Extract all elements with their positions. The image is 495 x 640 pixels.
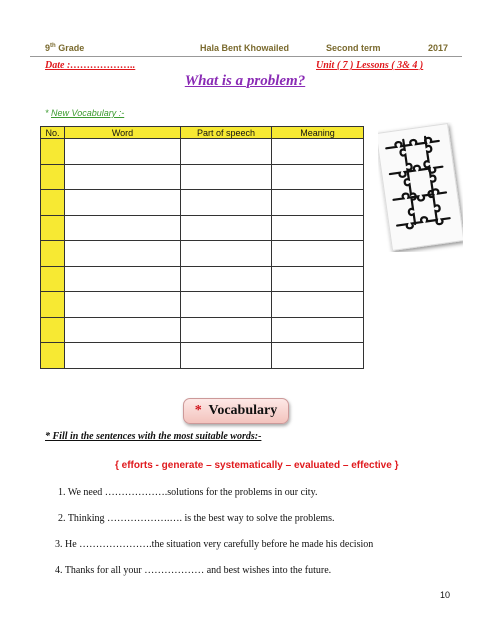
date-line: Date :……………….. xyxy=(45,60,136,71)
fill-in-instruction: * Fill in the sentences with the most suitable words:- xyxy=(45,431,262,442)
part-of-speech-cell xyxy=(181,343,272,369)
word-cell xyxy=(65,241,181,267)
term-label: Second term xyxy=(326,43,381,53)
table-row xyxy=(41,266,364,292)
meaning-cell xyxy=(272,215,364,241)
table-row xyxy=(41,139,364,165)
table-row xyxy=(41,241,364,267)
word-cell xyxy=(65,317,181,343)
new-vocabulary-heading xyxy=(45,108,124,118)
meaning-cell xyxy=(272,190,364,216)
year-label: 2017 xyxy=(428,43,449,53)
grade-label: 9th Grade xyxy=(45,43,85,53)
table-header-row xyxy=(41,127,364,139)
word-cell xyxy=(65,190,181,216)
row-number-cell xyxy=(41,266,65,292)
column-header-part-of-speech: Part of speech xyxy=(181,127,272,139)
word-bank: { efforts - generate – systematically – evaluated – effective } xyxy=(115,460,399,471)
column-header-meaning: Meaning xyxy=(272,127,364,139)
teacher-name: Hala Bent Khowailed xyxy=(200,43,290,53)
meaning-cell xyxy=(272,164,364,190)
new-vocabulary-star: * xyxy=(45,108,52,118)
part-of-speech-cell xyxy=(181,190,272,216)
vocabulary-label: Vocabulary xyxy=(208,403,278,418)
table-row xyxy=(41,164,364,190)
column-header-word: Word xyxy=(65,127,181,139)
meaning-cell xyxy=(272,317,364,343)
part-of-speech-cell xyxy=(181,215,272,241)
header-divider xyxy=(30,56,462,57)
row-number-cell xyxy=(41,292,65,318)
meaning-cell xyxy=(272,139,364,165)
table-row xyxy=(41,317,364,343)
word-cell xyxy=(65,215,181,241)
word-cell xyxy=(65,292,181,318)
row-number-cell xyxy=(41,190,65,216)
meaning-cell xyxy=(272,343,364,369)
table-row xyxy=(41,343,364,369)
puzzle-pieces-image xyxy=(378,122,463,252)
table-row xyxy=(41,292,364,318)
row-number-cell xyxy=(41,139,65,165)
meaning-cell xyxy=(272,292,364,318)
unit-line: Unit ( 7 ) Lessons ( 3& 4 ) xyxy=(316,60,424,71)
page-title: What is a problem? xyxy=(184,73,306,89)
part-of-speech-cell xyxy=(181,164,272,190)
word-cell xyxy=(65,164,181,190)
word-cell xyxy=(65,139,181,165)
part-of-speech-cell xyxy=(181,266,272,292)
meaning-cell xyxy=(272,266,364,292)
table-row xyxy=(41,215,364,241)
sentence-1: 1. We need ……………….solutions for the problems in our city. xyxy=(58,487,318,498)
part-of-speech-cell xyxy=(181,241,272,267)
word-cell xyxy=(65,343,181,369)
sentence-4: 4. Thanks for all your ……………… and best wishes into the future. xyxy=(55,565,332,576)
row-number-cell xyxy=(41,164,65,190)
part-of-speech-cell xyxy=(181,292,272,318)
vocabulary-star: * xyxy=(194,403,202,418)
table-row xyxy=(41,190,364,216)
word-cell xyxy=(65,266,181,292)
part-of-speech-cell xyxy=(181,139,272,165)
row-number-cell xyxy=(41,215,65,241)
sentence-2: 2. Thinking ……………….…. is the best way to solve the problems. xyxy=(58,513,335,524)
page-number: 10 xyxy=(440,590,451,600)
column-header-no: No. xyxy=(41,127,65,139)
row-number-cell xyxy=(41,343,65,369)
vocabulary-table xyxy=(40,126,364,369)
new-vocabulary-label: New Vocabulary :- xyxy=(51,108,125,118)
part-of-speech-cell xyxy=(181,317,272,343)
sentence-3: 3. He ………………….the situation very carefully before he made his decision xyxy=(55,539,374,550)
vocabulary-section-button xyxy=(183,398,289,424)
meaning-cell xyxy=(272,241,364,267)
row-number-cell xyxy=(41,317,65,343)
row-number-cell xyxy=(41,241,65,267)
